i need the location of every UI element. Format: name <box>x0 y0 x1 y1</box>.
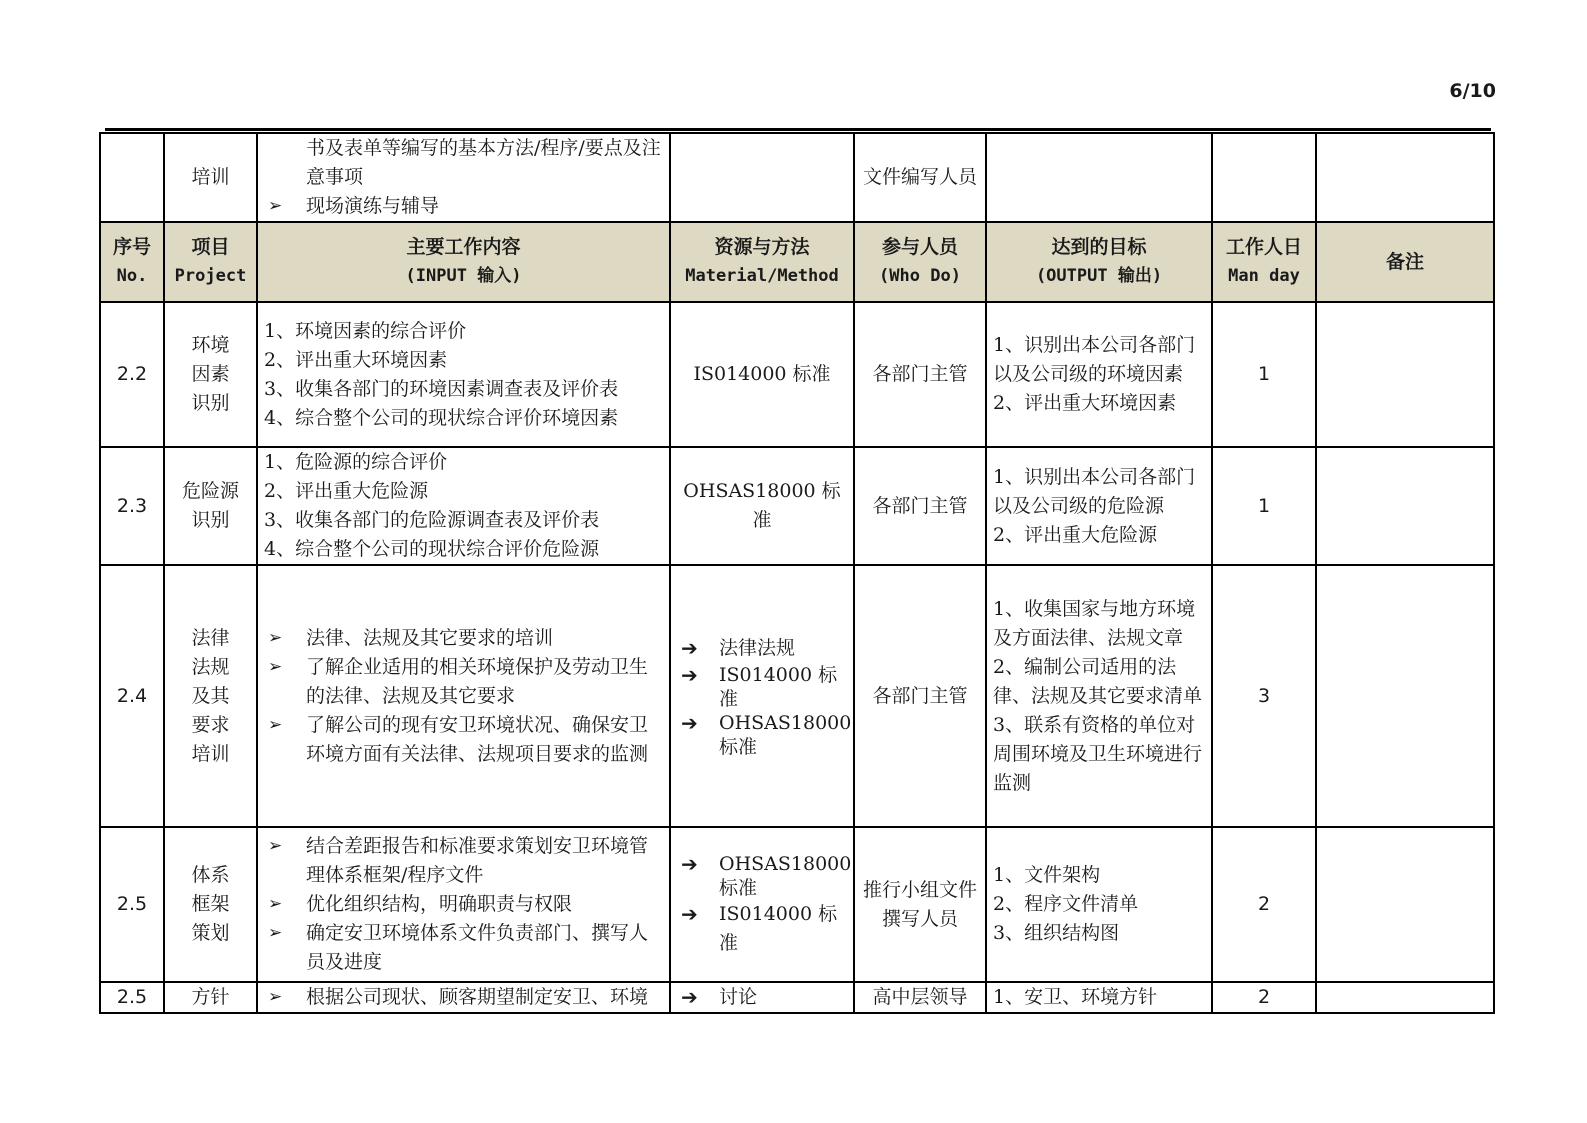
header-input: 主要工作内容 (INPUT 输入) <box>257 222 670 302</box>
list-item: 1、收集国家与地方环境及方面法律、法规文章 <box>993 597 1196 649</box>
bullet-icon: ➢ <box>268 894 283 914</box>
cell-output <box>986 302 1212 447</box>
cell-manday: 3 <box>1212 565 1316 827</box>
cell-no: 2.5 <box>100 982 164 1013</box>
list-item: ➢ 了解公司的现有安卫环境状况、确保安卫环境方面有关法律、法规项目要求的监测 <box>264 711 663 769</box>
list-item: ➔ 法律法规 <box>677 634 847 663</box>
cell-output <box>986 982 1212 1013</box>
cell-input <box>257 302 670 447</box>
arrow-icon: ➔ <box>681 635 698 660</box>
list-item: ➔ OHSAS18000 标准 <box>677 711 847 759</box>
table-row <box>100 827 1494 982</box>
list-item: ➢ 了解企业适用的相关环境保护及劳动卫生的法律、法规及其它要求 <box>264 653 663 711</box>
list-item: 1、安卫、环境方针 <box>993 986 1158 1008</box>
list-item: 1、文件架构 <box>993 864 1101 886</box>
cell-who: 各部门主管 <box>854 565 986 827</box>
list-item: 3、收集各部门的危险源调查表及评价表 <box>264 509 600 531</box>
list-item: 1、环境因素的综合评价 <box>264 319 467 342</box>
cell-who: 各部门主管 <box>854 302 986 447</box>
cell-output <box>986 827 1212 982</box>
header-who: 参与人员 (Who Do) <box>854 222 986 302</box>
bullet-icon: ➢ <box>268 196 283 216</box>
cell-method <box>670 982 854 1013</box>
cell-project: 体系框架策划 <box>164 827 257 982</box>
list-item: 2、评出重大危险源 <box>993 523 1158 546</box>
cell-remark <box>1316 565 1494 827</box>
cell-who: 推行小组文件撰写人员 <box>854 827 986 982</box>
work-plan-table <box>99 132 1495 1014</box>
list-item: 2、编制公司适用的法律、法规及其它要求清单 <box>993 655 1203 707</box>
cell-remark <box>1316 447 1494 565</box>
list-item: ➔ 讨论 <box>677 983 847 1012</box>
list-item: 3、组织结构图 <box>993 922 1120 944</box>
list-item: ➢ 优化组织结构，明确职责与权限 <box>264 890 663 919</box>
arrow-icon: ➔ <box>681 901 698 926</box>
header-output: 达到的目标 (OUTPUT 输出) <box>986 222 1212 302</box>
cell-method: IS014000 标准 <box>670 302 854 447</box>
cell-remark <box>1316 982 1494 1013</box>
list-item: 2、评出重大环境因素 <box>993 392 1177 414</box>
cell-remark <box>1316 302 1494 447</box>
cell-no: 2.5 <box>100 827 164 982</box>
list-item: 2、程序文件清单 <box>993 893 1139 915</box>
cell-method <box>670 133 854 222</box>
cell-remark <box>1316 133 1494 222</box>
cell-no: 2.4 <box>100 565 164 827</box>
cell-project: 方针 <box>164 982 257 1013</box>
header-manday: 工作人日 Man day <box>1212 222 1316 302</box>
arrow-icon: ➔ <box>681 710 698 735</box>
list-item: 2、评出重大危险源 <box>264 480 429 502</box>
cell-manday: 2 <box>1212 827 1316 982</box>
cell-input <box>257 133 670 222</box>
table-row <box>100 982 1494 1013</box>
cell-who: 各部门主管 <box>854 447 986 565</box>
header-remark: 备注 <box>1316 222 1494 302</box>
cell-output <box>986 447 1212 565</box>
table-row <box>100 302 1494 447</box>
arrow-icon: ➔ <box>681 662 698 687</box>
header-rule <box>105 128 1491 131</box>
cell-method <box>670 827 854 982</box>
arrow-icon: ➔ <box>681 985 698 1009</box>
list-item: ➢ 法律、法规及其它要求的培训 <box>264 624 663 653</box>
list-item: 2、评出重大环境因素 <box>264 348 448 371</box>
cell-project: 危险源识别 <box>164 447 257 565</box>
cell-no: 2.2 <box>100 302 164 447</box>
cell-manday: 2 <box>1212 982 1316 1013</box>
cell-no: 2.3 <box>100 447 164 565</box>
cell-project: 环境因素识别 <box>164 302 257 447</box>
bullet-icon: ➢ <box>268 627 283 648</box>
list-item: 1、危险源的综合评价 <box>264 451 448 473</box>
cell-input <box>257 982 670 1013</box>
cell-project: 培训 <box>164 133 257 222</box>
list-item: 书及表单等编写的基本方法/程序/要点及注意事项 <box>306 137 661 188</box>
cell-who: 高中层领导 <box>854 982 986 1013</box>
table-row <box>100 447 1494 565</box>
cell-output <box>986 133 1212 222</box>
list-item: ➔ IS014000 标准 <box>677 900 847 958</box>
cell-method: OHSAS18000 标准 <box>670 447 854 565</box>
list-item: ➢ 现场演练与辅导 <box>264 192 663 221</box>
list-item: 3、收集各部门的环境因素调查表及评价表 <box>264 377 619 400</box>
arrow-icon: ➔ <box>681 851 698 876</box>
bullet-icon: ➢ <box>268 836 283 856</box>
bullet-icon: ➢ <box>268 714 283 735</box>
list-item: ➢ 根据公司现状、顾客期望制定安卫、环境 <box>264 983 663 1012</box>
list-item: 4、综合整个公司的现状综合评价环境因素 <box>264 406 619 429</box>
table-header-row <box>100 222 1494 302</box>
list-item: ➢ 确定安卫环境体系文件负责部门、撰写人员及进度 <box>264 919 663 977</box>
bullet-icon: ➢ <box>268 987 283 1007</box>
list-item: ➢ 结合差距报告和标准要求策划安卫环境管理体系框架/程序文件 <box>264 832 663 890</box>
list-item: 1、识别出本公司各部门以及公司级的环境因素 <box>993 334 1196 385</box>
list-item: ➔ IS014000 标准 <box>677 663 847 711</box>
bullet-icon: ➢ <box>268 923 283 943</box>
header-project: 项目 Project <box>164 222 257 302</box>
page-number: 6/10 <box>1449 80 1496 102</box>
cell-no <box>100 133 164 222</box>
table-row <box>100 565 1494 827</box>
header-no: 序号 No. <box>100 222 164 302</box>
list-item: 3、联系有资格的单位对周围环境及卫生环境进行监测 <box>993 713 1203 794</box>
cell-project: 法律法规及其要求培训 <box>164 565 257 827</box>
list-item: ➔ OHSAS18000 标准 <box>677 852 847 900</box>
cell-input <box>257 827 670 982</box>
cell-who: 文件编写人员 <box>854 133 986 222</box>
continuation-row <box>100 133 1494 222</box>
cell-manday <box>1212 133 1316 222</box>
cell-remark <box>1316 827 1494 982</box>
header-method: 资源与方法 Material/Method <box>670 222 854 302</box>
cell-output <box>986 565 1212 827</box>
cell-manday: 1 <box>1212 302 1316 447</box>
cell-manday: 1 <box>1212 447 1316 565</box>
list-item: 4、综合整个公司的现状综合评价危险源 <box>264 538 600 560</box>
cell-method <box>670 565 854 827</box>
cell-input <box>257 565 670 827</box>
list-item: 1、识别出本公司各部门以及公司级的危险源 <box>993 465 1196 517</box>
bullet-icon: ➢ <box>268 656 283 677</box>
cell-input <box>257 447 670 565</box>
